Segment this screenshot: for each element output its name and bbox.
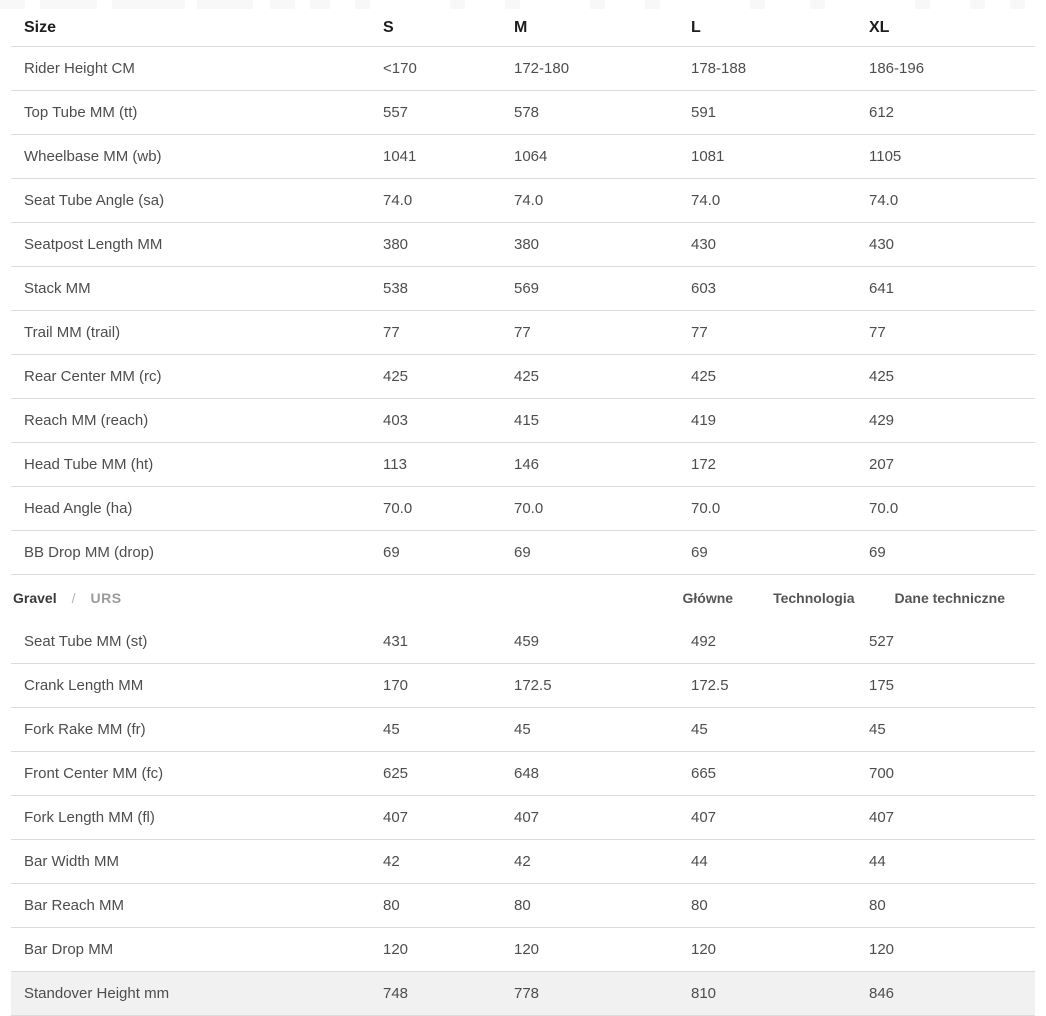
row-label: Rear Center MM (rc) (24, 368, 162, 385)
row-label: Bar Width MM (24, 853, 120, 870)
row-value: 407 (514, 809, 540, 826)
row-label: Seat Tube Angle (sa) (24, 192, 165, 209)
table-row[interactable] (11, 620, 1035, 664)
row-value: 1081 (691, 148, 725, 165)
row-label: Fork Rake MM (fr) (24, 721, 146, 738)
row-value: 748 (383, 985, 409, 1002)
row-value: 425 (869, 368, 895, 385)
row-value: 380 (514, 236, 540, 253)
row-value: 178-188 (691, 60, 747, 77)
row-value: 641 (869, 280, 895, 297)
row-value: 120 (691, 941, 717, 958)
row-value: 578 (514, 104, 540, 121)
row-label: Fork Length MM (fl) (24, 809, 155, 826)
row-value: 648 (514, 765, 540, 782)
table-header-row (11, 9, 1035, 47)
row-value: 74.0 (383, 192, 413, 209)
row-label: Bar Reach MM (24, 897, 125, 914)
row-label: Rider Height CM (24, 60, 135, 77)
nav-link-dane-techniczne[interactable]: Dane techniczne (894, 589, 1005, 606)
row-value: 492 (691, 633, 717, 650)
nav-link-technologia[interactable]: Technologia (773, 589, 855, 606)
row-value: 70.0 (383, 500, 413, 517)
row-value: 170 (383, 677, 409, 694)
row-value: 603 (691, 280, 717, 297)
row-label: Stack MM (24, 280, 91, 297)
row-value: 77 (869, 324, 886, 341)
row-value: 407 (691, 809, 717, 826)
table-row[interactable] (11, 884, 1035, 928)
row-value: 172.5 (691, 677, 729, 694)
row-value: 425 (383, 368, 409, 385)
row-value: 74.0 (514, 192, 544, 209)
row-value: 425 (514, 368, 540, 385)
table-row[interactable] (11, 752, 1035, 796)
row-value: 380 (383, 236, 409, 253)
row-value: 429 (869, 412, 895, 429)
row-value: 175 (869, 677, 895, 694)
row-value: 45 (514, 721, 531, 738)
row-value: 44 (691, 853, 708, 870)
row-value: 146 (514, 456, 540, 473)
geometry-rows-section-2 (11, 620, 1035, 1016)
row-value: 80 (869, 897, 886, 914)
row-value: <170 (383, 60, 417, 77)
row-value: 113 (383, 456, 407, 473)
table-row[interactable] (11, 796, 1035, 840)
row-label: Wheelbase MM (wb) (24, 148, 162, 165)
table-row[interactable] (11, 840, 1035, 884)
row-value: 172 (691, 456, 717, 473)
row-value: 665 (691, 765, 717, 782)
row-label: Trail MM (trail) (24, 324, 121, 341)
row-value: 120 (383, 941, 409, 958)
breadcrumb-model-link[interactable]: URS (90, 589, 122, 606)
table-row[interactable] (11, 708, 1035, 752)
table-row[interactable] (11, 399, 1035, 443)
table-row[interactable] (11, 179, 1035, 223)
row-value: 538 (383, 280, 409, 297)
row-value: 415 (514, 412, 540, 429)
breadcrumb (13, 590, 122, 606)
row-value: 778 (514, 985, 540, 1002)
row-value: 120 (869, 941, 895, 958)
row-value: 45 (869, 721, 886, 738)
table-row[interactable] (11, 972, 1035, 1016)
nav-link-glowne[interactable]: Główne (682, 589, 734, 606)
header-col-m: M (514, 18, 528, 36)
row-value: 207 (869, 456, 895, 473)
row-value: 70.0 (691, 500, 721, 517)
row-value: 45 (383, 721, 400, 738)
row-value: 70.0 (514, 500, 544, 517)
table-row[interactable] (11, 487, 1035, 531)
row-value: 69 (691, 544, 708, 561)
row-label: Bar Drop MM (24, 941, 114, 958)
row-label: Top Tube MM (tt) (24, 104, 138, 121)
row-value: 591 (691, 104, 717, 121)
table-row[interactable] (11, 47, 1035, 91)
row-value: 80 (514, 897, 531, 914)
row-label: Crank Length MM (24, 677, 144, 694)
row-value: 77 (383, 324, 400, 341)
breadcrumb-separator: / (71, 589, 76, 606)
header-size-label: Size (24, 18, 57, 36)
row-value: 425 (691, 368, 717, 385)
table-row[interactable] (11, 928, 1035, 972)
row-value: 77 (514, 324, 531, 341)
row-value: 69 (514, 544, 531, 561)
table-row[interactable] (11, 223, 1035, 267)
row-value: 69 (869, 544, 886, 561)
row-value: 407 (383, 809, 409, 826)
row-value: 430 (691, 236, 717, 253)
row-value: 810 (691, 985, 717, 1002)
cutoff-row-remnant (0, 0, 1046, 9)
row-value: 70.0 (869, 500, 899, 517)
row-value: 172.5 (514, 677, 552, 694)
table-row[interactable] (11, 267, 1035, 311)
page-section-nav (683, 590, 1005, 606)
breadcrumb-category-link[interactable]: Gravel (13, 589, 57, 606)
row-value: 1105 (869, 148, 902, 165)
row-label: Head Angle (ha) (24, 500, 133, 517)
row-value: 42 (383, 853, 400, 870)
row-value: 42 (514, 853, 531, 870)
header-col-l: L (691, 18, 701, 36)
table-row[interactable] (11, 135, 1035, 179)
row-value: 527 (869, 633, 895, 650)
row-value: 625 (383, 765, 409, 782)
row-label: Reach MM (reach) (24, 412, 149, 429)
header-col-xl: XL (869, 18, 890, 36)
row-value: 120 (514, 941, 540, 958)
row-value: 1064 (514, 148, 548, 165)
sticky-subnav (11, 575, 1035, 620)
header-col-s: S (383, 18, 394, 36)
table-row[interactable] (11, 531, 1035, 575)
row-value: 403 (383, 412, 409, 429)
row-value: 69 (383, 544, 400, 561)
row-label: Seat Tube MM (st) (24, 633, 148, 650)
row-label: Front Center MM (fc) (24, 765, 164, 782)
geometry-table (11, 9, 1035, 1016)
row-value: 612 (869, 104, 895, 121)
row-value: 557 (383, 104, 409, 121)
row-value: 569 (514, 280, 540, 297)
table-row[interactable] (11, 443, 1035, 487)
row-label: Standover Height mm (24, 985, 170, 1002)
row-label: Seatpost Length MM (24, 236, 163, 253)
row-label: BB Drop MM (drop) (24, 544, 155, 561)
row-value: 80 (691, 897, 708, 914)
table-row[interactable] (11, 355, 1035, 399)
row-value: 846 (869, 985, 895, 1002)
row-value: 45 (691, 721, 708, 738)
row-value: 172-180 (514, 60, 570, 77)
table-row[interactable] (11, 664, 1035, 708)
row-value: 431 (383, 633, 409, 650)
row-value: 186-196 (869, 60, 925, 77)
row-value: 407 (869, 809, 895, 826)
row-value: 44 (869, 853, 886, 870)
row-value: 1041 (383, 148, 417, 165)
table-row[interactable] (11, 91, 1035, 135)
row-value: 74.0 (869, 192, 899, 209)
row-value: 419 (691, 412, 717, 429)
row-value: 459 (514, 633, 540, 650)
row-value: 74.0 (691, 192, 721, 209)
row-value: 430 (869, 236, 895, 253)
row-value: 77 (691, 324, 708, 341)
row-value: 700 (869, 765, 895, 782)
table-row[interactable] (11, 311, 1035, 355)
row-label: Head Tube MM (ht) (24, 456, 154, 473)
row-value: 80 (383, 897, 400, 914)
geometry-rows-section-1 (11, 47, 1035, 575)
